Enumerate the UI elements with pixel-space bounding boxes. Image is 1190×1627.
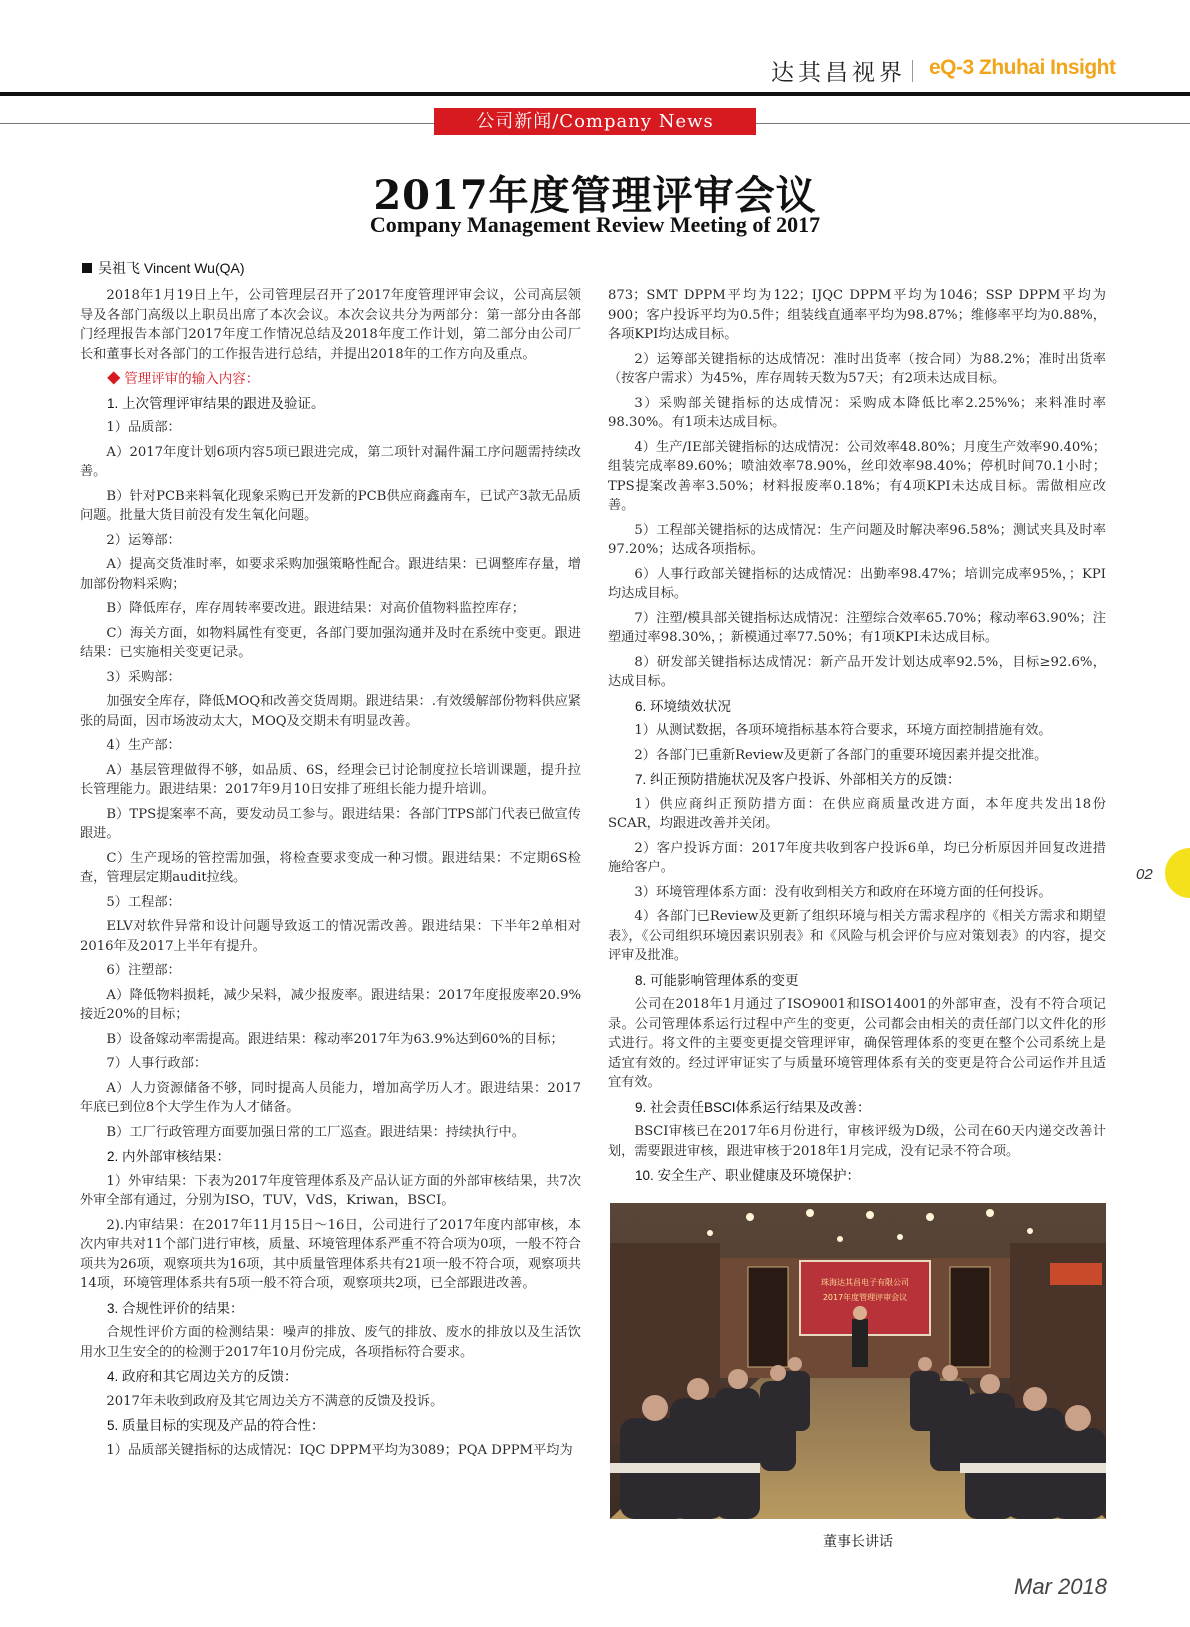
article-title-cn: 2017年度管理评审会议 (373, 172, 817, 219)
subheading: 6. 环境绩效状况 (635, 698, 732, 714)
photo-caption: 董事长讲话 (823, 1533, 893, 1549)
magazine-name-en: eQ-3 Zhuhai Insight (929, 56, 1116, 79)
subheading: 7. 纠正预防措施状况及客户投诉、外部相关方的反馈： (635, 772, 961, 787)
meeting-photo-illustration (610, 1203, 1106, 1519)
paragraph: B）降低库存，库存周转率要改进。跟进结果：对高价值物料监控库存； (106, 601, 525, 616)
paragraph: 5）工程部关键指标的达成情况：生产问题及时解决率96.58%；测试夹具及时率97.20%；达成各项指标。 (608, 522, 1106, 557)
paragraph: 6）人事行政部关键指标的达成情况：出勤率98.47%；培训完成率95%，；KPI均达成目标。 (608, 566, 1106, 601)
byline-square-icon (82, 263, 92, 273)
paragraph: 7）人事行政部： (106, 1056, 208, 1071)
subheading: ◆ 管理评审的输入内容： (107, 371, 260, 386)
paragraph: 1）供应商纠正预防措方面：在供应商质量改进方面，本年度共发出18份SCAR，均跟进改善并关闭。 (608, 796, 1106, 831)
paragraph: 4）生产部： (106, 738, 181, 753)
screen-text-line2: 2017年度管理评审会议 (822, 1293, 908, 1302)
paragraph: 4）生产/IE部关键指标的达成情况：公司效率48.80%；月度生产效率90.40%；组装完成率89.60%；喷油效率78.90%，丝印效率98.40%；停机时间70.1小时；TPS提案改善率3.50%；材料报废率0.18%；有4项KPI未达成目标。需做相应改善。 (608, 439, 1106, 513)
paragraph: 5）工程部： (106, 894, 181, 910)
section-tag: 公司新闻/Company News (434, 108, 756, 135)
paragraph: 2）各部门已重新Review及更新了各部门的重要环境因素并提交批准。 (634, 747, 1048, 763)
issue-date: Mar 2018 (1014, 1574, 1107, 1599)
paragraph: A）降低物料损耗，减少呆料，减少报废率。跟进结果：2017年度报废率20.9%接近20%的目标； (80, 987, 581, 1022)
paragraph: B）工厂行政管理方面要加强日常的工厂巡查。跟进结果：持续执行中。 (106, 1124, 525, 1140)
paragraph: 加强安全库存，降低MOQ和改善交货周期。跟进结果：.有效缓解部份物料供应紧张的局面，因市场波动太大，MOQ及交期未有明显改善。 (80, 694, 581, 729)
paragraph: B）针对PCB来料氧化现象采购已开发新的PCB供应商鑫南车，已试产3款无品质问题。批量大货目前没有发生氧化问题。 (80, 488, 581, 523)
magazine-name-cn: 达其昌视界 (771, 60, 906, 86)
right-column (608, 286, 1106, 1191)
subheading: 4. 政府和其它周边关方的反馈： (107, 1369, 298, 1384)
paragraph: C）生产现场的管控需加强，将检查要求变成一种习惯。跟进结果：不定期6S检查，管理层定期audit拉线。 (80, 850, 581, 885)
meeting-photo (610, 1203, 1106, 1519)
paragraph: 4）各部门已Review及更新了组织环境与相关方需求程序的《相关方需求和期望表》，《公司组织环境因素识别表》和《风险与机会评价与应对策划表》的内容，提交评审及批准。 (608, 909, 1106, 963)
paragraph: 2）运筹部关键指标的达成情况：准时出货率（按合同）为88.2%；准时出货率（按客户需求）为45%，库存周转天数为57天；有2项未达成目标。 (608, 351, 1106, 386)
subheading: 5. 质量目标的实现及产品的符合性： (107, 1418, 325, 1433)
subheading: 10. 安全生产、职业健康及环境保护： (635, 1168, 861, 1183)
subheading: 1. 上次管理评审结果的跟进及验证。 (107, 395, 325, 411)
header-divider (912, 60, 913, 82)
byline (82, 258, 245, 278)
header-rule (0, 92, 1190, 96)
paragraph: 1）品质部关键指标的达成情况：IQC DPPM平均为3089；PQA DPPM平均为 (106, 1442, 573, 1458)
article-title-en: Company Management Review Meeting of 2017 (369, 212, 821, 237)
subheading: 8. 可能影响管理体系的变更 (635, 972, 799, 988)
paragraph: 2）客户投诉方面：2017年度共收到客户投诉6单，均已分析原因并回复改进措施给客户。 (608, 840, 1106, 875)
paragraph: 合规性评价方面的检测结果：噪声的排放、废气的排放、废水的排放以及生活饮用水卫生安全的的检测于2017年10月份完成，各项指标符合要求。 (80, 1325, 581, 1360)
paragraph: 3）环境管理体系方面：没有收到相关方和政府在环境方面的任何投诉。 (634, 884, 1052, 900)
paragraph: 2018年1月19日上午，公司管理层召开了2017年度管理评审会议，公司高层领导及各部门高级以上职员出席了本次会议。本次会议共分为两部分：第一部分由各部门经理报告本部门2017年度工作情况总结及2018年度工作计划，第二部分由公司厂长和董事长对各部门的工作报告进行总结，并提出2018年的工作方向及重点。 (80, 288, 581, 362)
paragraph: 8）研发部关键指标达成情况：新产品开发计划达成率92.5%，目标≥92.6%，达成目标。 (608, 654, 1106, 689)
paragraph: A）人力资源储备不够，同时提高人员能力，增加高学历人才。跟进结果：2017年底已到位8个大学生作为人才储备。 (80, 1080, 581, 1115)
paragraph: 2017年未收到政府及其它周边关方不满意的反馈及投诉。 (106, 1393, 444, 1409)
paragraph: 873；SMT DPPM平均为122；IJQC DPPM平均为1046；SSP DPPM平均为900；客户投诉平均为0.5件；组装线直通率平均为98.87%；维修率平均为0.88%，各项KPI均达成目标。 (608, 288, 1106, 342)
subheading: 2. 内外部审核结果： (107, 1149, 231, 1164)
paragraph: BSCI审核已在2017年6月份进行，审核评级为D级，公司在60天内递交改善计划，需要跟进审核，跟进审核于2018年1月完成，没有记录不符合项。 (608, 1124, 1106, 1159)
paragraph: 3）采购部关键指标的达成情况：采购成本降低比率2.25%%；来料准时率98.30%。有1项未达成目标。 (608, 395, 1106, 430)
paragraph: 1）品质部： (106, 420, 181, 435)
paragraph: C）海关方面，如物料属性有变更，各部门要加强沟通并及时在系统中变更。跟进结果：已实施相关变更记录。 (80, 625, 581, 660)
paragraph: 6）注塑部： (106, 963, 181, 978)
paragraph: B）设备嫁动率需提高。跟进结果：稼动率2017年为63.9%达到60%的目标； (106, 1031, 564, 1047)
subheading: 3. 合规性评价的结果： (107, 1300, 244, 1316)
paragraph: A）提高交货准时率，如要求采购加强策略性配合。跟进结果：已调整库存量，增加部份物料采购； (80, 557, 581, 592)
page-number: 02 (1136, 866, 1153, 883)
paragraph: 7）注塑/模具部关键指标达成情况：注塑综合效率65.70%；稼动率63.90%；注塑通过率98.30%，；新模通过率77.50%；有1项KPI未达成目标。 (608, 610, 1106, 645)
paragraph: ELV对软件异常和设计问题导致返工的情况需改善。跟进结果：下半年2单相对2016年及2017上半年有提升。 (80, 919, 581, 954)
paragraph: 3）采购部： (106, 669, 181, 685)
paragraph: 公司在2018年1月通过了ISO9001和ISO14001的外部审查，没有不符合项记录。公司管理体系运行过程中产生的变更，公司都会由相关的责任部门以文件化的形式进行。将文件的主要变更提交管理评审，确保管理体系的变更在整个公司系统上是适宜有效的。经过评审证实了与质量环境管理体系有关的变更是符合公司运作并且适宜有效。 (608, 997, 1106, 1090)
paragraph: 2).内审结果：在2017年11月15日～16日，公司进行了2017年度内部审核，本次内审共对11个部门进行审核，质量、环境管理体系严重不符合项为0项，一般不符合项共为26项，观察项共为16项，其中质量管理体系共有21项一般不符合项，观察项共14项，环境管理体系共有5项一般不符合项，观察项共2项，已全部跟进改善。 (80, 1217, 581, 1291)
paragraph: A）2017年度计划6项内容5项已跟进完成，第二项针对漏件漏工序问题需持续改善。 (80, 444, 581, 479)
page-marker-dot (1165, 848, 1190, 898)
paragraph: B）TPS提案率不高，要发动员工参与。跟进结果：各部门TPS部门代表已做宣传跟进。 (80, 806, 581, 841)
subheading: 9. 社会责任BSCI体系运行结果及改善： (635, 1099, 871, 1115)
screen-text-line1: 珠海达其昌电子有限公司 (821, 1278, 909, 1287)
byline-author: 吴祖飞 Vincent Wu(QA) (98, 260, 245, 276)
paragraph: A）基层管理做得不够，如品质、6S，经理会已讨论制度拉长培训课题，提升拉长管理能力。跟进结果：2017年9月10日安排了班组长能力提升培训。 (80, 762, 581, 797)
left-column (80, 286, 581, 1462)
paragraph: 1）从测试数据，各项环境指标基本符合要求，环境方面控制措施有效。 (634, 723, 1052, 738)
paragraph: 2）运筹部： (106, 532, 181, 548)
paragraph: 1）外审结果：下表为2017年度管理体系及产品认证方面的外部审核结果，共7次外审全部有通过，分别为ISO，TUV，VdS，Kriwan，BSCI。 (80, 1173, 581, 1208)
